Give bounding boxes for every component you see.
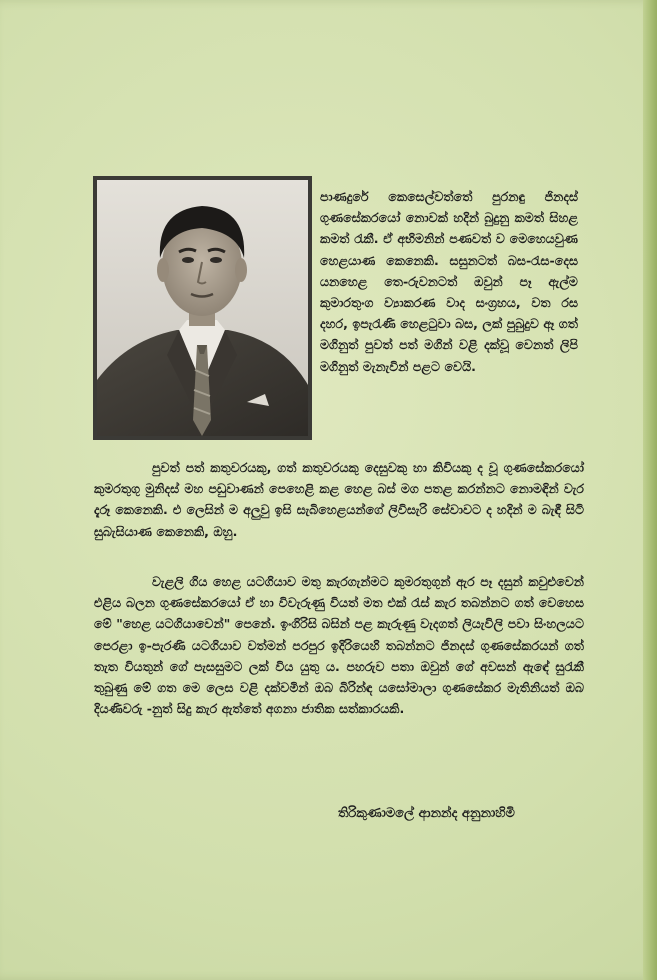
author-bio-paragraph-1: පුවත් පත් කතුවරයකු, ගත් කතුවරයකු දෙසුවකු හා කිවියකු ද වූ ගුණසේකරයෝ කුමරතුගු මුනිදස් මහ පඩුවාණන් පෙහෙළි කළ හෙළ බස් මග පතළ කරන්නට නොමඳින් වැර දැරූ කෙනෙකි. එ ලෙසින් ම අලුවු ඉසි සැබිහෙළයන්ගේ ලිවිසැරි සේවාවට ද හදින් ම බැඳී සිටි සුබැසියාණ කෙනෙකි, ඔහු. [94,460,584,539]
author-photo [93,176,312,440]
signature: තිරිකුණාමලේ ආනන්ද අනුනාහිමි [338,806,515,821]
cover-edge [643,0,657,980]
author-bio-paragraph-2: වැළලි ගිය හෙළ යටගියාව මතු කැරගැන්මට කුමරතුගුන් ඇර පෑ දසුන් කවුළුවෙන් එළිය බලන ගුණසේකරයෝ ඒ හා විවැරුණු වියත් මත එක් රැස් කැර තබන්නට ගත් වෙහෙස මේ "හෙළ යටගියාවෙන්" පෙනේ. ඉංගිරිසි බසින් පළ කැරුණු වැදගත් ලියැවිලි පවා සිංහලයට පෙරළා ඉ-පැරණි යටගියාව වත්මන් පරපුර ඉදිරියෙහි තබන්නට ජිනදස් ගුණසේකරයන් ගත් තැත වියතුන් ගේ පැසසුමට ලක් විය යුතු ය. පහරුව පතා ඔවුන් ගේ අවසන් ඇඳේ සුරැකී තුබුණු මේ ගත මෙ ලෙස වළි දක්වමින් ඔබ බිරින්ඳ යසෝමාලා ගුණසේකර මැතිනියත් ඔබ දියණිවරු -නුත් සිදු කැර ඇත්තේ අගනා ජාතික සත්කාරයකි. [94,574,584,717]
author-bio-side-text: පාණදුරේ කෙසෙල්වත්තේ පුරනඳු ජිනදස් ගුණසේකරයෝ නොවක් හදින් බුදුනු කමත් සිහළ කමත් රැකී. ඒ අභිමනින් පණවත් ව මෙහෙයවුණ හෙළයාණ කෙනෙකි. සසුනටත් බස-රැස-දෙස යනහෙළ තෙ-රුවනටත් ඔවුන් පෑ ඇල්ම කුමාරතුංග ව්‍යාකරණ වාද සංග්‍රහය, වත රස දහර, ඉපැරැණි හෙළටුවා බස, ලක් පුබුදුව ඈ ගත් මගිනුත් පුවත් පත් මගින් වළි දක්වූ වෙනත් ලිපි මගිනුත් මැනැවින් පළට වෙයි. [320,189,578,374]
author-portrait-image [97,180,308,436]
